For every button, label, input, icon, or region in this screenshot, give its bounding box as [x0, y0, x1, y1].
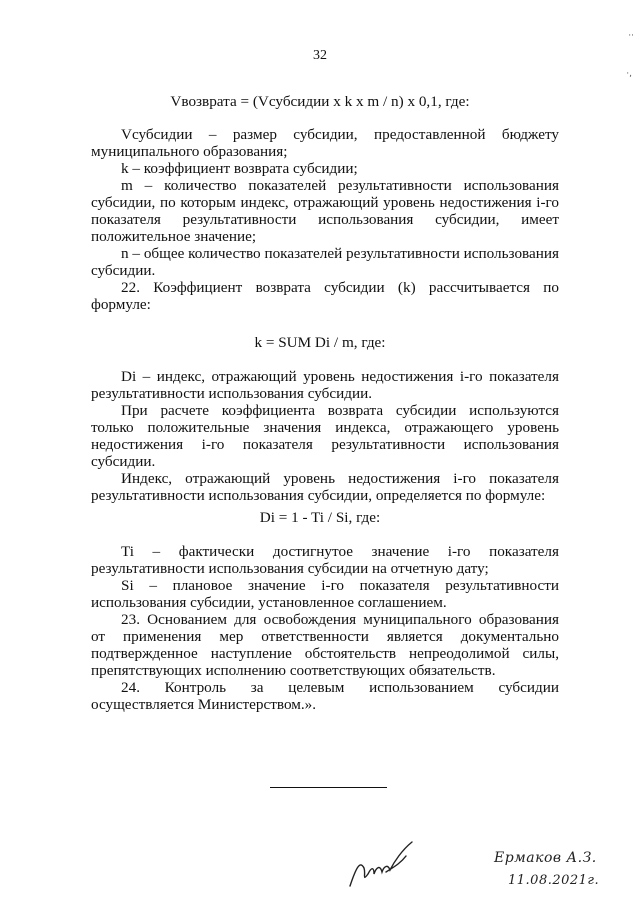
paragraph: Si – плановое значение i-го показателя результативности использования субсидии, установленное соглашением.: [91, 577, 559, 611]
page-number: 32: [313, 48, 327, 63]
paragraph: Ti – фактически достигнутое значение i-го показателя результативности использования субсидии на отчетную дату;: [91, 543, 559, 577]
end-rule-divider: [270, 787, 387, 788]
formula-refund-volume: Vвозврата = (Vсубсидии x k x m / n) x 0,1, где:: [170, 93, 470, 110]
paragraph: Di – индекс, отражающий уровень недостижения i-го показателя результативности использования субсидии.: [91, 368, 559, 402]
handwritten-name: Ермаков А.З.: [494, 850, 597, 866]
signature-scribble: [346, 838, 426, 890]
definitions-block-2: [91, 368, 559, 504]
corner-mark: ··: [628, 31, 634, 41]
paragraph: При расчете коэффициента возврата субсидии используются только положительные значения индекса, отражающего уровень недостижения i-го показателя результативности использования субсидии.: [91, 402, 559, 470]
paragraph: 22. Коэффициент возврата субсидии (k) рассчитывается по формуле:: [91, 279, 559, 313]
definitions-block-3: [91, 543, 559, 713]
corner-mark: ·,: [626, 69, 632, 79]
definitions-block-1: [91, 126, 559, 313]
paragraph: n – общее количество показателей результативности использования субсидии.: [91, 245, 559, 279]
paragraph: k – коэффициент возврата субсидии;: [121, 160, 358, 177]
formula-refund-coefficient: k = SUM Di / m, где:: [254, 334, 386, 351]
formula-index: Di = 1 - Ti / Si, где:: [259, 509, 381, 526]
paragraph: m – количество показателей результативности использования субсидии, по которым индекс, отражающий уровень недостижения i-го показателя результативности использования субсидии, имеет положительное значение;: [91, 177, 559, 245]
paragraph: 23. Основанием для освобождения муниципального образования от применения мер ответственности является документально подтвержденное наступление обстоятельств непреодолимой силы, препятствующих исполнению соответствующих обязательств.: [91, 611, 559, 679]
paragraph: 24. Контроль за целевым использованием субсидии осуществляется Министерством.».: [91, 679, 559, 713]
paragraph: Индекс, отражающий уровень недостижения i-го показателя результативности использования субсидии, определяется по формуле:: [91, 470, 559, 504]
handwritten-date: 11.08.2021г.: [508, 873, 600, 888]
paragraph: Vсубсидии – размер субсидии, предоставленной бюджету муниципального образования;: [91, 126, 559, 160]
